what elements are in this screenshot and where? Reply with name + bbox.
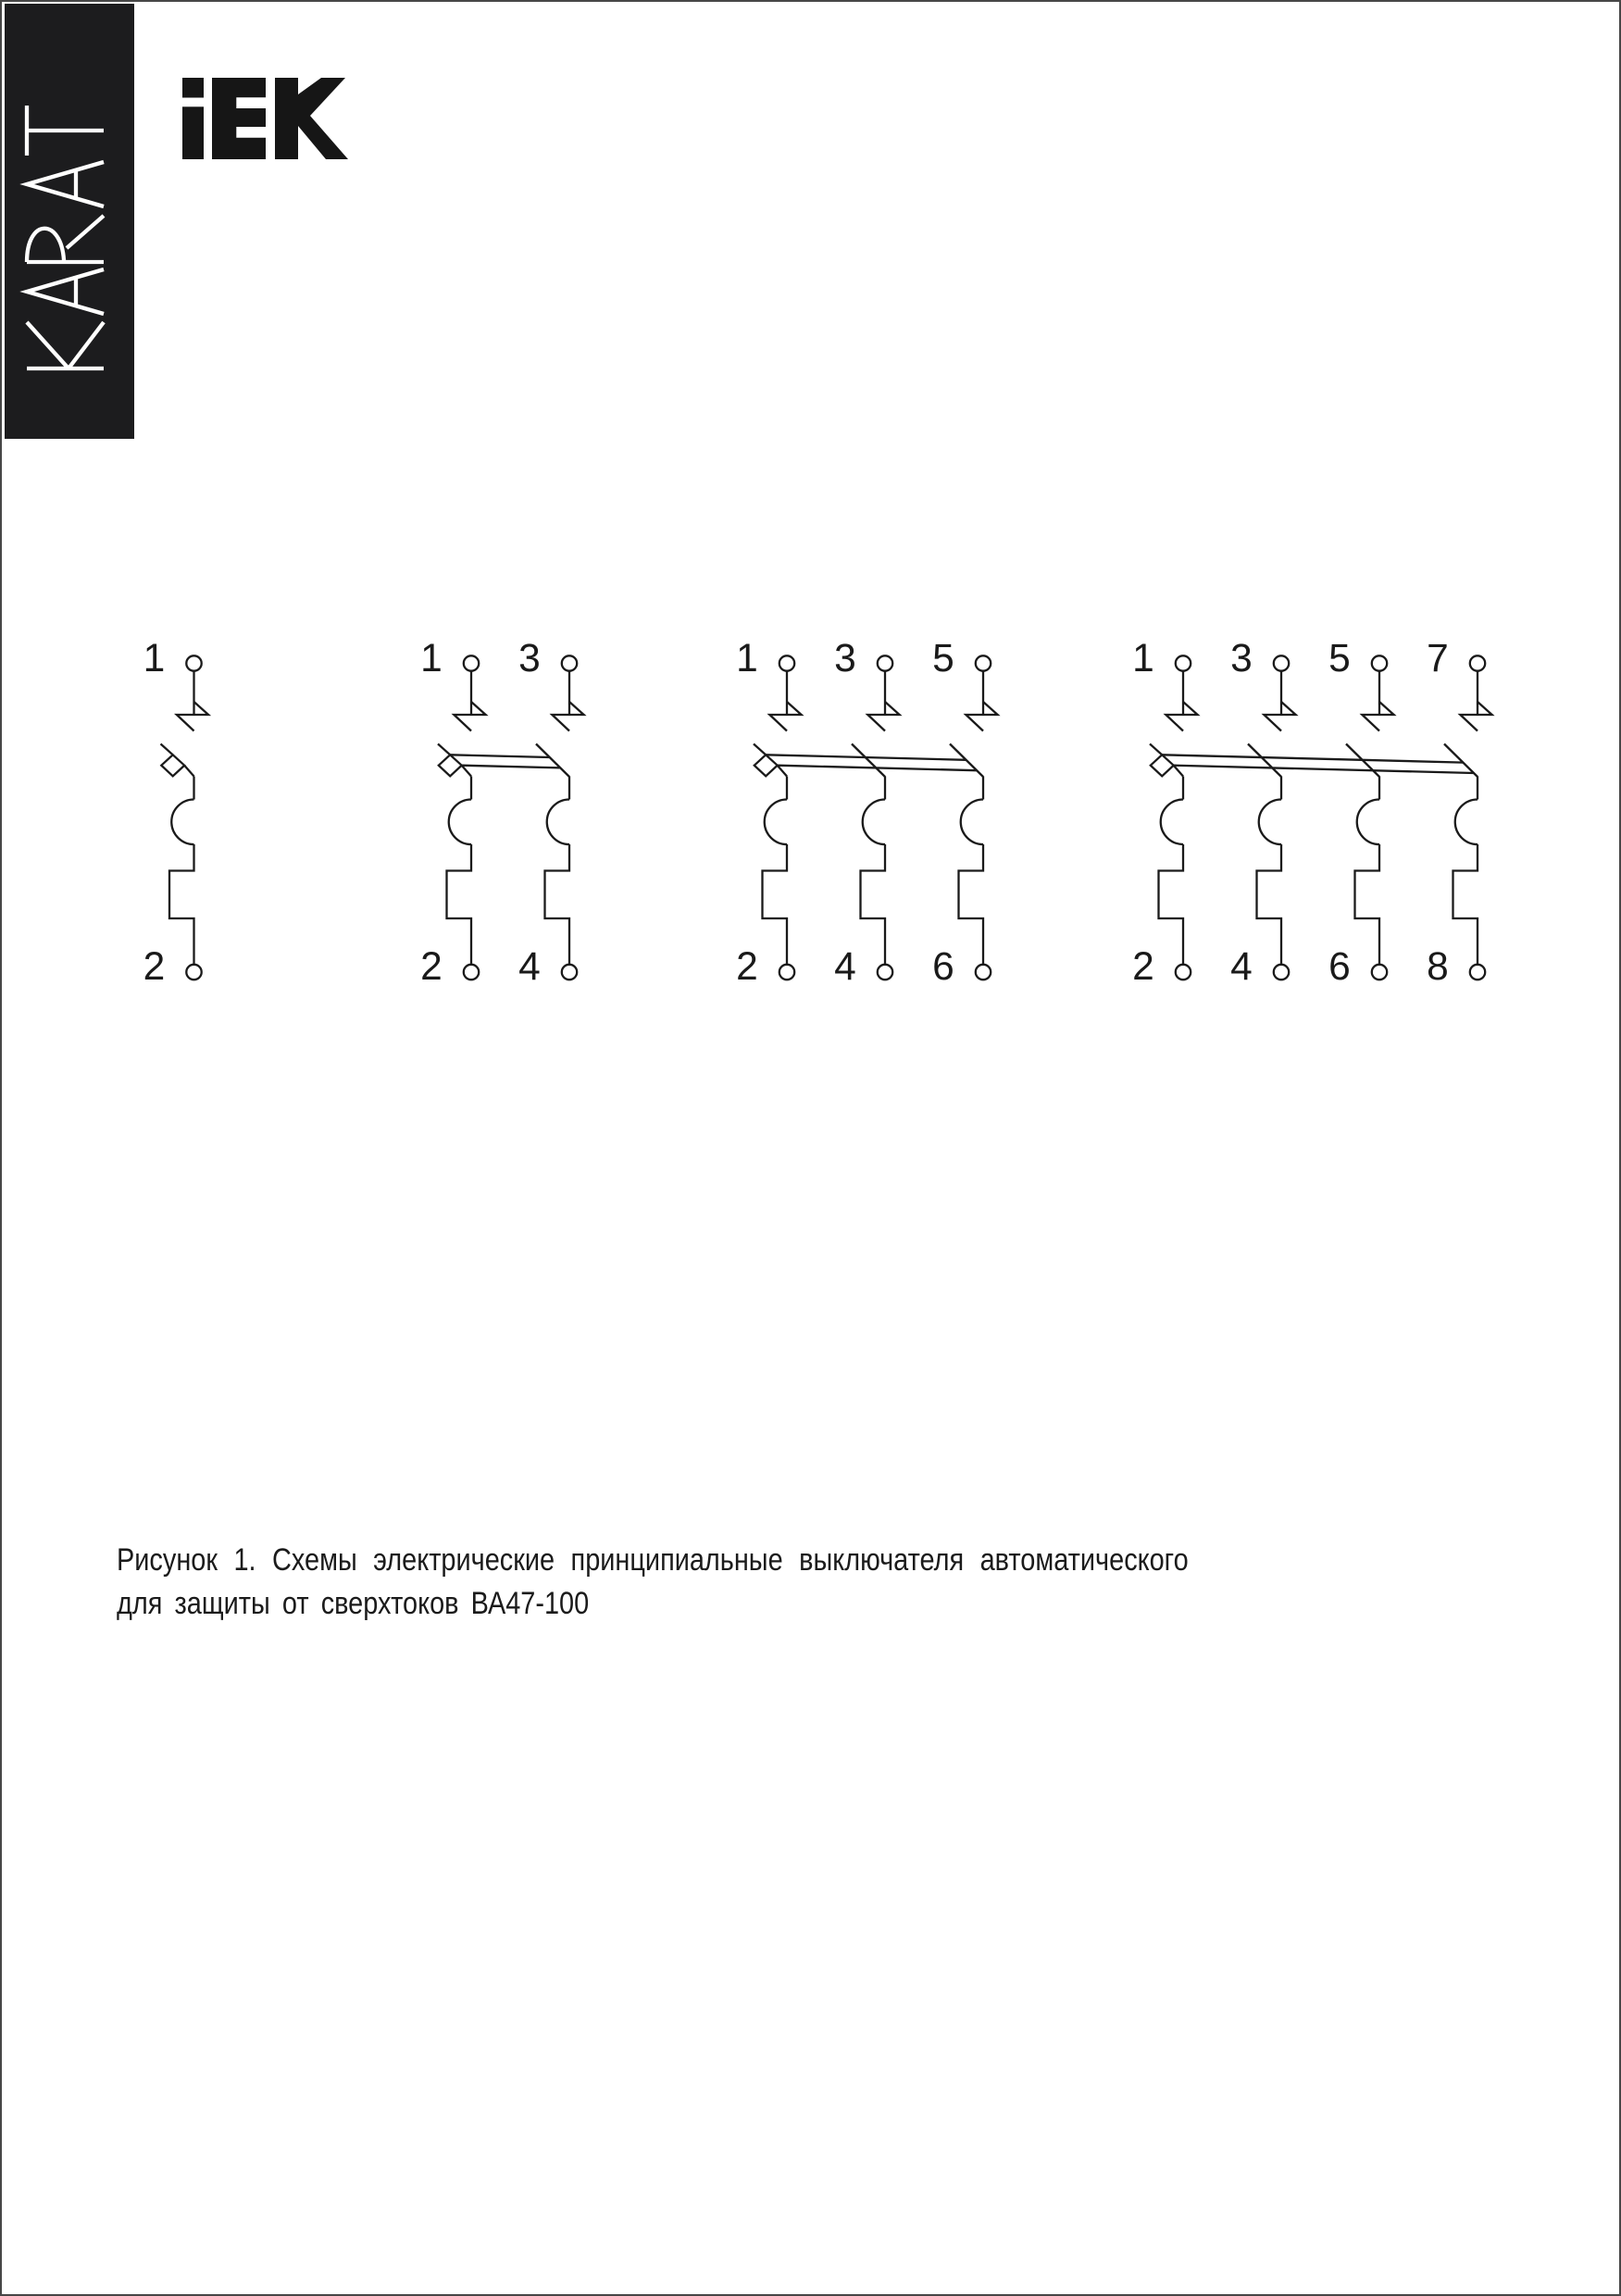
contact-blade xyxy=(754,744,766,755)
terminal-label-bottom: 2 xyxy=(143,945,166,989)
contact-blade-lower xyxy=(462,766,471,777)
trip-release-icon xyxy=(1166,702,1197,731)
contact-blade-lower xyxy=(778,766,787,777)
pole xyxy=(834,637,899,989)
terminal-circle-top xyxy=(1274,655,1289,670)
magnetic-release-notch xyxy=(1257,844,1282,965)
iek-logo-k-arms xyxy=(298,78,348,159)
terminal-label-bottom: 2 xyxy=(1132,945,1154,989)
terminal-label-bottom: 6 xyxy=(932,945,954,989)
terminal-circle-top xyxy=(1176,655,1191,670)
contact-blade-lower xyxy=(184,766,193,777)
terminal-circle-bottom xyxy=(1274,965,1289,980)
pole xyxy=(1328,637,1393,989)
magnetic-release-notch xyxy=(169,844,194,965)
pole xyxy=(420,637,485,989)
iek-logo-i-dot xyxy=(182,78,204,98)
page-graphics xyxy=(2,2,1621,2296)
terminal-circle-bottom xyxy=(1176,965,1191,980)
terminal-circle-top xyxy=(1470,655,1485,670)
thermal-coil xyxy=(1455,800,1478,845)
iek-logo-i-body xyxy=(182,106,204,159)
release-square xyxy=(754,755,778,776)
thermal-coil xyxy=(1161,800,1183,845)
terminal-label-bottom: 2 xyxy=(420,945,443,989)
karat-letter-T xyxy=(27,106,104,156)
contact-blade xyxy=(438,744,450,755)
thermal-coil xyxy=(1357,800,1379,845)
caption-word: Схемы xyxy=(272,1542,357,1578)
trip-release-icon xyxy=(1362,702,1393,731)
figure-caption-line2: для защиты от сверхтоков ВА47-100 xyxy=(117,1586,590,1621)
iek-logo-k-bar xyxy=(275,78,298,159)
karat-vertical-text xyxy=(27,106,104,368)
thermal-coil xyxy=(1259,800,1281,845)
terminal-label-top: 1 xyxy=(143,637,166,680)
terminal-label-top: 1 xyxy=(736,637,758,680)
trip-release-icon xyxy=(1264,702,1295,731)
terminal-circle-bottom xyxy=(186,965,201,980)
terminal-label-top: 1 xyxy=(1132,637,1154,680)
iek-logo xyxy=(182,78,348,159)
pole xyxy=(736,637,801,989)
terminal-circle-top xyxy=(1372,655,1387,670)
terminal-label-bottom: 4 xyxy=(518,945,541,989)
terminal-label-top: 3 xyxy=(1230,637,1253,680)
caption-word: принципиальные xyxy=(570,1542,783,1578)
magnetic-release-notch xyxy=(545,844,570,965)
terminal-circle-top xyxy=(562,655,577,670)
terminal-circle-bottom xyxy=(464,965,479,980)
diagram-3-pole xyxy=(736,637,997,989)
linkage-bar-lower xyxy=(462,766,560,768)
trip-release-icon xyxy=(454,702,485,731)
terminal-label-top: 7 xyxy=(1427,637,1449,680)
caption-word: 1. xyxy=(233,1542,256,1578)
terminal-circle-bottom xyxy=(1470,965,1485,980)
terminal-label-bottom: 2 xyxy=(736,945,758,989)
terminal-circle-bottom xyxy=(779,965,794,980)
diagram-1-pole xyxy=(143,637,208,989)
trip-release-icon xyxy=(177,702,208,731)
pole xyxy=(1230,637,1295,989)
trip-release-icon xyxy=(1460,702,1491,731)
terminal-label-top: 5 xyxy=(932,637,954,680)
terminal-circle-bottom xyxy=(976,965,991,980)
terminal-label-top: 5 xyxy=(1328,637,1351,680)
caption-word: электрические xyxy=(373,1542,555,1578)
contact-blade-lower xyxy=(1174,766,1183,777)
magnetic-release-notch xyxy=(861,844,886,965)
contact-blade xyxy=(161,744,173,755)
contact-blade xyxy=(1248,744,1281,778)
release-square xyxy=(439,755,462,776)
terminal-label-bottom: 4 xyxy=(834,945,856,989)
magnetic-release-notch xyxy=(1355,844,1380,965)
thermal-coil xyxy=(765,800,787,845)
terminal-label-bottom: 6 xyxy=(1328,945,1351,989)
linkage-bar-upper xyxy=(1162,755,1463,762)
terminal-circle-top xyxy=(464,655,479,670)
release-square xyxy=(1151,755,1174,776)
terminal-label-top: 3 xyxy=(518,637,541,680)
caption-word: Рисунок xyxy=(117,1542,218,1578)
terminal-label-bottom: 4 xyxy=(1230,945,1253,989)
figure-caption xyxy=(117,1539,1189,1626)
linkage-bar-lower xyxy=(1174,766,1474,773)
magnetic-release-notch xyxy=(1159,844,1184,965)
karat-letter-R xyxy=(27,216,104,262)
terminal-circle-top xyxy=(976,655,991,670)
release-square xyxy=(161,755,184,776)
terminal-label-top: 1 xyxy=(420,637,443,680)
trip-release-icon xyxy=(769,702,801,731)
magnetic-release-notch xyxy=(1453,844,1478,965)
thermal-coil xyxy=(863,800,885,845)
trip-release-icon xyxy=(552,702,583,731)
terminal-circle-bottom xyxy=(1372,965,1387,980)
terminal-circle-bottom xyxy=(562,965,577,980)
thermal-coil xyxy=(171,800,193,845)
caption-word: выключателя xyxy=(799,1542,965,1578)
trip-release-icon xyxy=(867,702,899,731)
linkage-bar-upper xyxy=(450,755,549,757)
terminal-circle-top xyxy=(186,655,201,670)
thermal-coil xyxy=(547,800,569,845)
contact-blade xyxy=(1150,744,1162,755)
pole xyxy=(1132,637,1197,989)
pole xyxy=(143,637,208,989)
pole xyxy=(1427,637,1491,989)
terminal-circle-top xyxy=(878,655,892,670)
pole xyxy=(932,637,997,989)
karat-letter-A xyxy=(27,162,104,206)
iek-logo-e xyxy=(212,78,266,159)
contact-blade xyxy=(852,744,885,778)
terminal-circle-top xyxy=(779,655,794,670)
terminal-label-bottom: 8 xyxy=(1427,945,1449,989)
trip-release-icon xyxy=(966,702,997,731)
terminal-circle-bottom xyxy=(878,965,892,980)
magnetic-release-notch xyxy=(447,844,472,965)
magnetic-release-notch xyxy=(763,844,788,965)
terminal-label-top: 3 xyxy=(834,637,856,680)
diagram-2-pole xyxy=(420,637,583,989)
karat-letter-A2 xyxy=(27,269,104,314)
diagram-4-pole xyxy=(1132,637,1491,989)
caption-word: автоматического xyxy=(979,1542,1189,1578)
contact-blade xyxy=(536,744,569,778)
magnetic-release-notch xyxy=(959,844,984,965)
thermal-coil xyxy=(449,800,471,845)
karat-letter-K xyxy=(27,322,104,368)
pole xyxy=(518,637,583,989)
figure-caption-line1 xyxy=(117,1539,1189,1582)
thermal-coil xyxy=(961,800,983,845)
circuit-diagrams xyxy=(143,637,1492,989)
